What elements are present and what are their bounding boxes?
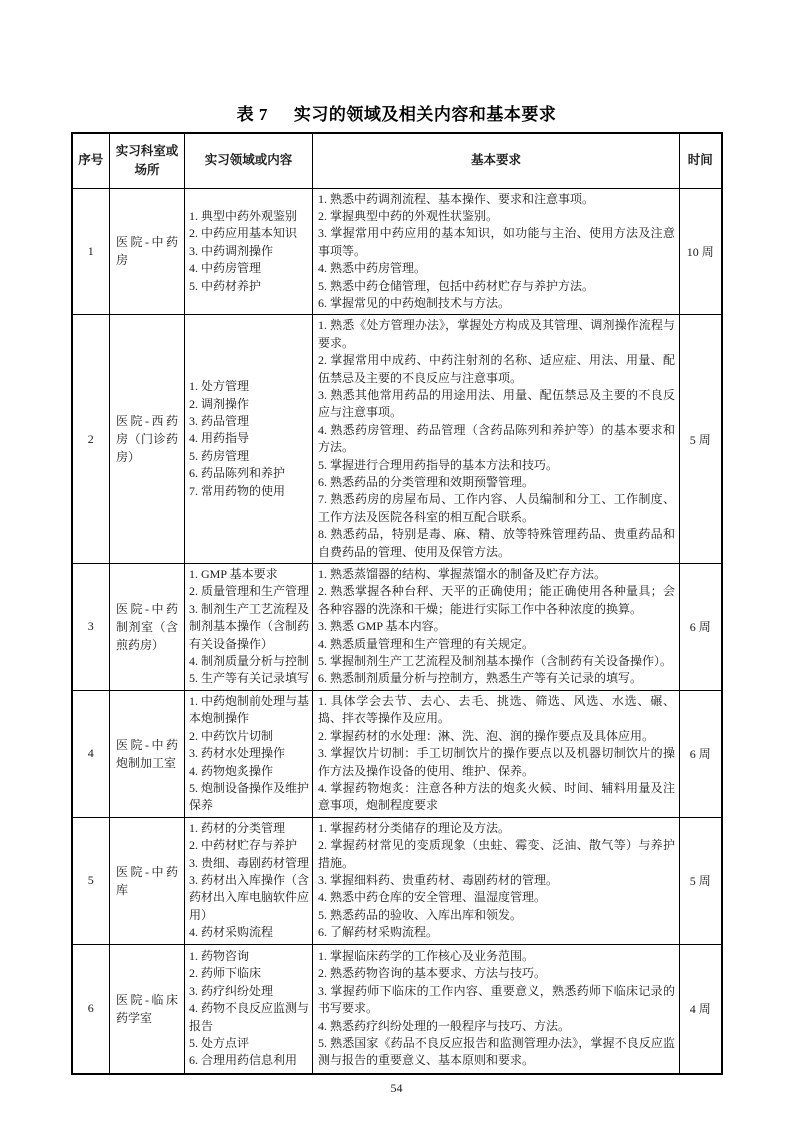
list-item: 4. 掌握药物炮炙：注意各种方法的炮炙火候、时间、辅料用量及注意事项，炮制程度要求	[318, 780, 675, 813]
table-number-label: 表 7	[236, 105, 268, 124]
requirements-cell	[313, 315, 680, 564]
list-item: 4. 熟悉中药仓库的安全管理、温湿度管理。	[318, 890, 547, 905]
row-number: 5	[72, 817, 110, 944]
duration-cell: 6 周	[680, 564, 722, 691]
list-item: 2. 熟悉掌握各种台秤、天平的正确使用；能正确使用各种量具；会各种容器的洗涤和干燥；能进行实际工作中各种浓度的换算。	[318, 584, 675, 616]
list-item: 2. 熟悉药物咨询的基本要求、方法与技巧。	[318, 966, 547, 981]
list-item: 3. 药品管理	[189, 414, 250, 429]
list-item: 1. 处方管理	[189, 379, 250, 394]
page-number: 54	[390, 1081, 403, 1096]
list-item: 4. 熟悉药疗纠纷处理的一般程序与技巧、方法。	[318, 1018, 571, 1033]
list-item: 1. 熟悉中药调剂流程、基本操作、要求和注意事项。	[318, 191, 595, 206]
content-cell	[185, 564, 313, 691]
department-cell: 医院-中药房	[110, 188, 185, 315]
table-row-6	[72, 944, 722, 1074]
list-item: 5. 中药材养护	[189, 278, 262, 293]
list-item: 4. 熟悉药房管理、药品管理（含药品陈列和养护等）的基本要求和方法。	[318, 422, 675, 455]
header-row	[72, 133, 722, 188]
row-number: 1	[72, 188, 110, 315]
list-item: 3. 熟悉其他常用药品的用途用法、用量、配伍禁忌及主要的不良反应与注意事项。	[318, 387, 675, 420]
list-item: 3. 掌握药师下临床的工作内容、重要意义，熟悉药师下临床记录的书写要求。	[318, 983, 675, 1016]
list-item: 4. 用药指导	[189, 431, 250, 446]
requirements-cell	[313, 188, 680, 315]
department-cell: 医院-临床药学室	[110, 944, 185, 1074]
list-item: 8. 熟悉药品，特别是毒、麻、精、放等特殊管理药品、贵重药品和自费药品的管理、使用及保管方法。	[318, 527, 675, 559]
list-item: 4. 药物不良反应监测与报告	[189, 1001, 310, 1033]
list-item: 3. 掌握细料药、贵重药材、毒剧药材的管理。	[318, 872, 559, 887]
list-item: 4. 中药房管理	[189, 261, 262, 276]
list-item: 6. 掌握常见的中药炮制技术与方法。	[318, 295, 511, 310]
department-cell: 医院-西药房（门诊药房）	[110, 315, 185, 564]
list-item: 4. 熟悉质量管理和生产管理的有关规定。	[318, 636, 535, 651]
content-cell	[185, 188, 313, 315]
list-item: 2. 调剂操作	[189, 396, 250, 411]
content-cell	[185, 315, 313, 564]
duration-cell: 5 周	[680, 817, 722, 944]
list-item: 5. 掌握制剂生产工艺流程及制剂基本操作（含制药有关设备操作）。	[318, 654, 673, 669]
list-item: 6. 合理用药信息利用	[189, 1053, 298, 1068]
list-item: 6. 熟悉制剂质量分析与控制方，熟悉生产等有关记录的填写。	[318, 671, 643, 686]
list-item: 1. 掌握临床药学的工作核心及业务范围。	[318, 948, 535, 963]
list-item: 1. 具体学会去节、去心、去毛、挑选、筛选、风选、水选、碾、捣、拌衣等操作及应用。	[318, 693, 675, 726]
table-row-2	[72, 315, 722, 564]
department-cell: 医院-中药库	[110, 817, 185, 944]
list-item: 1. 药材的分类管理	[189, 820, 286, 835]
duration-cell: 4 周	[680, 944, 722, 1074]
list-item: 6. 了解药材采购流程。	[318, 925, 439, 940]
table-row-4	[72, 690, 722, 817]
department-cell: 医院-中药炮制加工室	[110, 690, 185, 817]
list-item: 2. 掌握常用中成药、中药注射剂的名称、适应症、用法、用量、配伍禁忌及主要的不良反应与注意事项。	[318, 353, 675, 385]
list-item: 3. 掌握常用中药应用的基本知识，如功能与主治、使用方法及注意事项等。	[318, 226, 675, 258]
list-item: 2. 中药应用基本知识	[189, 226, 298, 241]
row-number: 3	[72, 564, 110, 691]
list-item: 1. 熟悉蒸馏器的结构、掌握蒸馏水的制备及贮存方法。	[318, 567, 607, 582]
list-item: 1. 熟悉《处方管理办法》，掌握处方构成及其管理、调剂操作流程与要求。	[318, 318, 675, 350]
row-number: 4	[72, 690, 110, 817]
list-item: 6. 药品陈列和养护	[189, 466, 286, 481]
list-item: 5. 掌握进行合理用药指导的基本方法和技巧。	[318, 457, 559, 472]
col-header-duration: 时间	[680, 133, 722, 188]
list-item: 7. 熟悉药房的房屋布局、工作内容、人员编制和分工、工作制度、工作方法及医院各科室的相互配合联系。	[318, 492, 675, 524]
list-item: 1. 中药炮制前处理与基本炮制操作	[189, 693, 310, 726]
duration-cell: 6 周	[680, 690, 722, 817]
department-cell: 医院-中药制剂室（含煎药房）	[110, 564, 185, 691]
list-item: 6. 熟悉药品的分类管理和效期预警管理。	[318, 475, 535, 489]
list-item: 2. 中药饮片切制	[189, 728, 274, 743]
list-item: 7. 常用药物的使用	[189, 483, 286, 498]
content-cell	[185, 944, 313, 1074]
list-item: 1. 药物咨询	[189, 948, 250, 963]
requirements-cell	[313, 817, 680, 944]
col-header-content: 实习领域或内容	[185, 133, 313, 188]
list-item: 3. 药材出入库操作（含药材出入库电脑软件应用）	[189, 872, 310, 922]
list-item: 5. 熟悉中药仓储管理，包括中药材贮存与养护方法。	[318, 278, 595, 293]
list-item: 5. 处方点评	[189, 1035, 250, 1050]
list-item: 4. 制剂质量分析与控制	[189, 654, 310, 669]
list-item: 5. 生产等有关记录填写	[189, 671, 310, 686]
list-item: 1. GMP 基本要求	[189, 567, 278, 582]
list-item: 3. 掌握饮片切制：手工切制饮片的操作要点以及机器切制饮片的操作方法及操作设备的使用、维护、保养。	[318, 746, 675, 778]
requirements-cell	[313, 944, 680, 1074]
list-item: 3. 熟悉 GMP 基本内容。	[318, 619, 446, 634]
list-item: 1. 掌握药材分类储存的理论及方法。	[318, 820, 511, 835]
content-cell	[185, 690, 313, 817]
list-item: 5. 熟悉国家《药品不良反应报告和监测管理办法》，掌握不良反应监测与报告的重要意义、基本原则和要求。	[318, 1035, 675, 1068]
list-item: 3. 药材水处理操作	[189, 746, 286, 761]
table-row-5	[72, 817, 722, 944]
list-item: 1. 典型中药外观鉴别	[189, 208, 298, 223]
list-item: 3. 贵细、毒剧药材管理	[189, 855, 310, 870]
duration-cell: 10 周	[680, 188, 722, 315]
list-item: 5. 药房管理	[189, 448, 250, 463]
list-item: 5. 熟悉药品的验收、入库出库和领发。	[318, 907, 523, 922]
row-number: 2	[72, 315, 110, 564]
row-number: 6	[72, 944, 110, 1074]
list-item: 5. 炮制设备操作及维护保养	[189, 780, 310, 813]
list-item: 3. 药疗纠纷处理	[189, 983, 274, 998]
list-item: 3. 中药调剂操作	[189, 243, 274, 258]
list-item: 2. 掌握药材常见的变质现象（虫蛀、霉变、泛油、散气等）与养护措施。	[318, 838, 675, 870]
content-cell	[185, 817, 313, 944]
list-item: 2. 中药材贮存与养护	[189, 838, 298, 853]
col-header-requirements: 基本要求	[313, 133, 680, 188]
col-header-no: 序号	[72, 133, 110, 188]
list-item: 4. 药材采购流程	[189, 925, 274, 940]
list-item: 2. 药师下临床	[189, 966, 262, 981]
requirements-cell	[313, 690, 680, 817]
table-title	[0, 0, 793, 125]
col-header-dept: 实习科室或场所	[110, 133, 185, 188]
internship-table	[71, 132, 723, 1075]
list-item: 2. 质量管理和生产管理	[189, 584, 310, 599]
table-row-1	[72, 188, 722, 315]
duration-cell: 5 周	[680, 315, 722, 564]
list-item: 2. 掌握药材的水处理：淋、洗、泡、润的操作要点及具体应用。	[318, 728, 655, 743]
list-item: 3. 制剂生产工艺流程及制剂基本操作（含制药有关设备操作）	[189, 601, 310, 651]
table-title-text: 实习的领域及相关内容和基本要求	[293, 105, 557, 124]
table-row-3	[72, 564, 722, 691]
requirements-cell	[313, 564, 680, 691]
list-item: 4. 药物炮炙操作	[189, 763, 274, 778]
list-item: 4. 熟悉中药房管理。	[318, 261, 427, 276]
list-item: 2. 掌握典型中药的外观性状鉴别。	[318, 208, 499, 223]
